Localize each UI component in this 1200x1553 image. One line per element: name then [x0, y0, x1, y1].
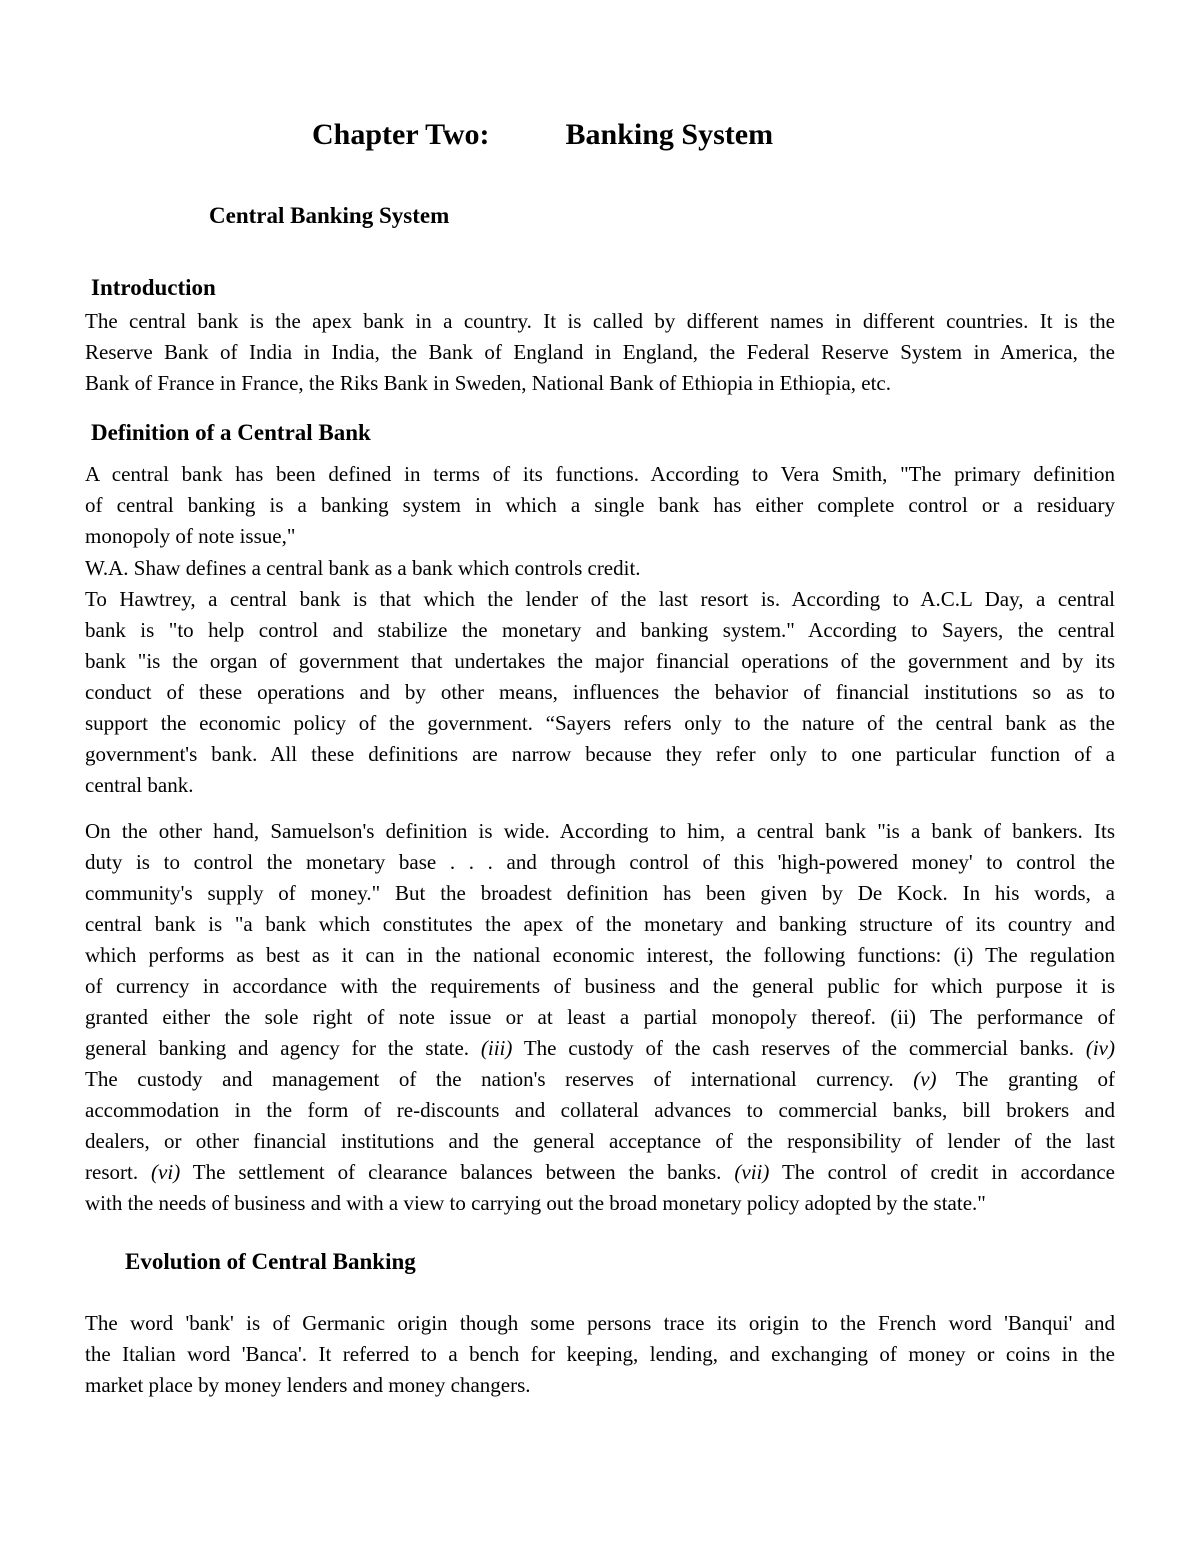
text-line: market place by money lenders and money changers.	[85, 1373, 531, 1397]
definition-paragraph-1	[85, 459, 1115, 552]
central-banking-system-heading: Central Banking System	[209, 203, 450, 228]
text-line: granted either the sole right of note issue or at least a partial monopoly thereof. (ii) The performance of	[85, 1005, 1115, 1029]
text-line	[85, 1033, 1115, 1064]
evolution-heading: Evolution of Central Banking	[125, 1249, 416, 1274]
text-line: bank is "to help control and stabilize the monetary and banking system." According to Sayers, the central	[85, 618, 1115, 642]
text-line: with the needs of business and with a view to carrying out the broad monetary policy adopted by the state."	[85, 1191, 986, 1215]
text-line: bank "is the organ of government that undertakes the major financial operations of the government and by its	[85, 649, 1115, 673]
text-line: Reserve Bank of India in India, the Bank of England in England, the Federal Reserve System in America, the	[85, 340, 1115, 364]
text-line: Bank of France in France, the Riks Bank in Sweden, National Bank of Ethiopia in Ethiopia, etc.	[85, 371, 891, 395]
text-line: community's supply of money." But the broadest definition has been given by De Kock. In his words, a	[85, 881, 1115, 905]
numeral-vii: (vii)	[734, 1160, 770, 1184]
text-line: of currency in accordance with the requirements of business and the general public for which purpose it is	[85, 974, 1115, 998]
text-line	[85, 1064, 1115, 1095]
introduction-paragraph	[85, 306, 1115, 399]
text-segment: The settlement of clearance balances between the banks.	[180, 1160, 735, 1184]
text-line: W.A. Shaw defines a central bank as a bank which controls credit.	[85, 556, 641, 580]
text-line: central bank.	[85, 773, 194, 797]
chapter-title	[312, 113, 773, 157]
text-line: The word 'bank' is of Germanic origin though some persons trace its origin to the French word 'Banqui' and	[85, 1311, 1115, 1335]
text-line: which performs as best as it can in the national economic interest, the following functions: (i) The regulation	[85, 943, 1115, 967]
text-segment: The control of credit in accordance	[769, 1160, 1115, 1184]
text-segment: The granting of	[936, 1067, 1115, 1091]
definition-heading: Definition of a Central Bank	[91, 420, 371, 445]
evolution-paragraph	[85, 1308, 1115, 1401]
chapter-name: Banking System	[565, 118, 774, 151]
text-line: On the other hand, Samuelson's definition is wide. According to him, a central bank "is a bank of bankers. Its	[85, 819, 1115, 843]
numeral-iv: (iv)	[1085, 1036, 1115, 1060]
text-line: support the economic policy of the government. “Sayers refers only to the nature of the central bank as the	[85, 711, 1115, 735]
text-line: The central bank is the apex bank in a country. It is called by different names in different countries. It is the	[85, 309, 1115, 333]
text-line: monopoly of note issue,"	[85, 524, 296, 548]
text-line: accommodation in the form of re-discounts and collateral advances to commercial banks, bill brokers and	[85, 1098, 1115, 1122]
definition-paragraph-3	[85, 584, 1115, 801]
text-line: the Italian word 'Banca'. It referred to a bench for keeping, lending, and exchanging of money or coins in the	[85, 1342, 1115, 1366]
numeral-v: (v)	[913, 1067, 937, 1091]
text-line: of central banking is a banking system in which a single bank has either complete control or a residuary	[85, 493, 1115, 517]
definition-paragraph-4	[85, 816, 1115, 1219]
definition-paragraph-2	[85, 553, 1115, 584]
text-line: dealers, or other financial institutions and the general acceptance of the responsibility of lender of the last	[85, 1129, 1115, 1153]
text-line	[85, 1157, 1115, 1188]
text-line: government's bank. All these definitions are narrow because they refer only to one particular function of a	[85, 742, 1115, 766]
numeral-vi: (vi)	[151, 1160, 181, 1184]
numeral-iii: (iii)	[480, 1036, 513, 1060]
text-segment: The custody and management of the nation's reserves of international currency.	[85, 1067, 914, 1091]
text-line: To Hawtrey, a central bank is that which the lender of the last resort is. According to A.C.L Day, a central	[85, 587, 1115, 611]
text-line: central bank is "a bank which constitutes the apex of the monetary and banking structure of its country and	[85, 912, 1115, 936]
text-segment: resort.	[85, 1160, 152, 1184]
text-line: duty is to control the monetary base . . . and through control of this 'high-powered money' to control the	[85, 850, 1115, 874]
text-line: A central bank has been defined in terms of its functions. According to Vera Smith, "The primary definition	[85, 462, 1115, 486]
text-segment: The custody of the cash reserves of the commercial banks.	[512, 1036, 1086, 1060]
text-segment: general banking and agency for the state.	[85, 1036, 481, 1060]
text-line: conduct of these operations and by other means, influences the behavior of financial institutions so as to	[85, 680, 1115, 704]
introduction-heading: Introduction	[91, 275, 216, 300]
chapter-label: Chapter Two:	[312, 118, 490, 151]
